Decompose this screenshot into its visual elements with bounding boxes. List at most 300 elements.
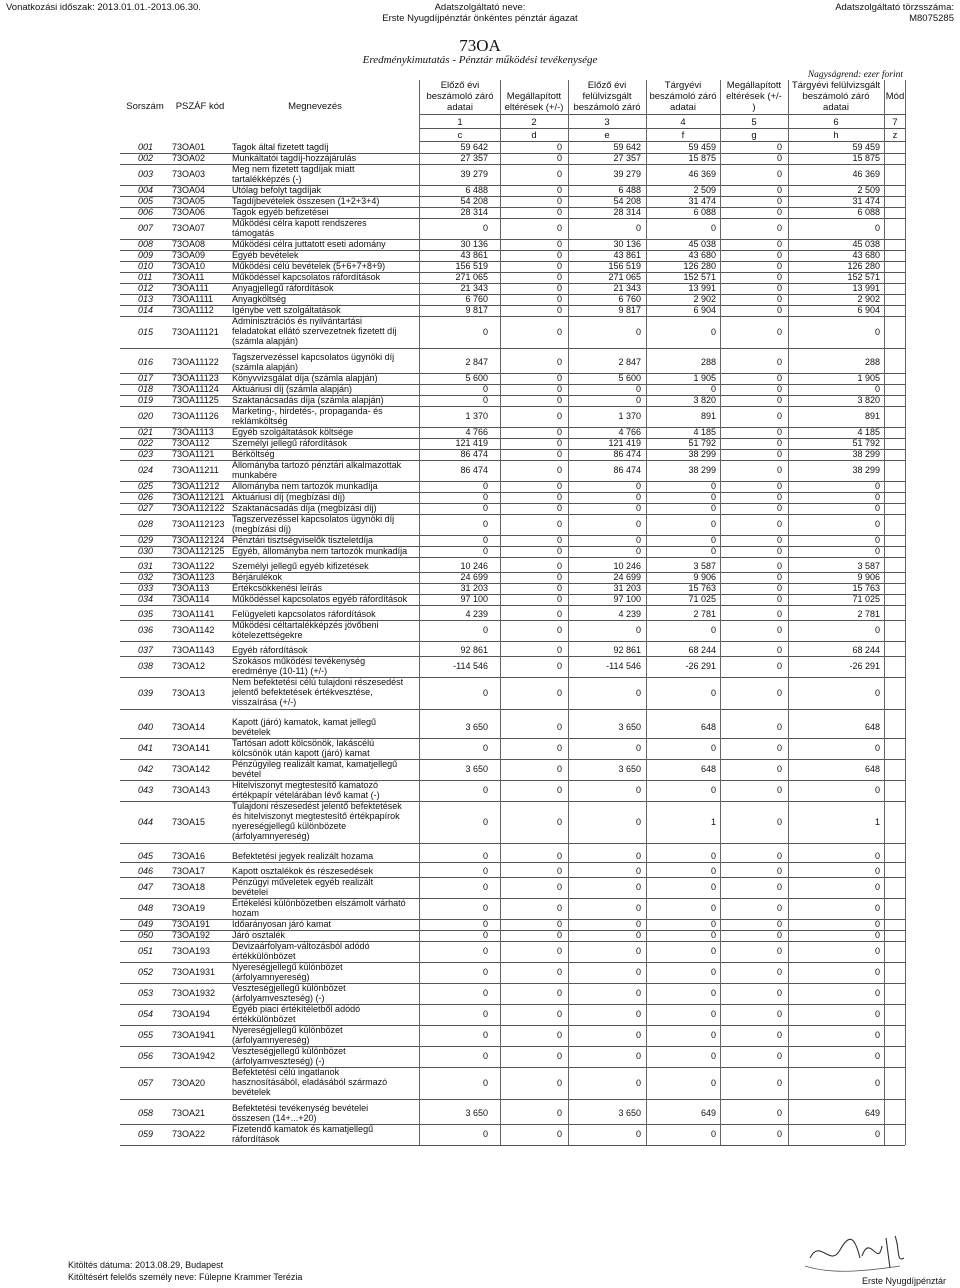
column-divider — [884, 80, 885, 1145]
value-h: 0 — [874, 519, 880, 529]
value-g: 0 — [776, 583, 782, 593]
value-f: 0 — [710, 1030, 716, 1040]
row-description: Működési céltartalékképzés jövőbeni — [232, 620, 379, 630]
value-f: 68 244 — [688, 645, 716, 655]
header-rule — [419, 128, 905, 129]
row-pszaf-code: 73OA141 — [172, 743, 211, 753]
value-c: 0 — [482, 946, 488, 956]
value-h: 9 906 — [857, 572, 880, 582]
row-number: 020 — [138, 411, 154, 421]
row-number: 032 — [138, 572, 154, 582]
row-number: 050 — [138, 930, 154, 940]
row-pszaf-code: 73OA1122 — [172, 561, 215, 571]
row-pszaf-code: 73OA113 — [172, 583, 210, 593]
value-h: 0 — [874, 1129, 880, 1139]
value-d: 0 — [556, 919, 562, 929]
value-f: 0 — [710, 625, 716, 635]
row-number: 027 — [138, 503, 154, 513]
row-number: 044 — [138, 816, 154, 827]
value-d: 0 — [556, 866, 562, 876]
value-g: 0 — [776, 492, 782, 502]
value-e: -114 546 — [606, 661, 641, 671]
value-g: 0 — [776, 305, 782, 315]
value-c: 0 — [482, 625, 488, 635]
value-h: 0 — [874, 326, 880, 337]
value-e: 0 — [635, 326, 641, 337]
column-divider — [646, 80, 647, 1145]
value-d: 0 — [556, 535, 562, 545]
value-h: 0 — [874, 687, 880, 698]
column-number: 1 — [457, 117, 463, 128]
row-description: értékpapír vételárában lévő kamat (-) — [232, 790, 380, 800]
column-header-mod: Mód — [885, 91, 905, 102]
value-h: 38 299 — [852, 465, 880, 475]
value-f: 1 — [710, 816, 716, 827]
row-description: Egyéb ráfordítások — [232, 645, 308, 655]
column-divider — [905, 80, 906, 1145]
value-h: 0 — [874, 492, 880, 502]
column-header-e-line: beszámoló záró — [573, 102, 641, 113]
row-description: Befektetési tevékenység bevételei — [232, 1103, 369, 1113]
value-h: -26 291 — [849, 661, 880, 671]
row-number: 021 — [138, 427, 154, 437]
value-d: 0 — [556, 223, 562, 233]
value-d: 0 — [556, 764, 562, 774]
value-f: 152 571 — [683, 272, 716, 282]
document-subtitle: Eredménykimutatás - Pénztár működési tevékenysége — [362, 54, 598, 66]
row-description: összesen (14+...+20) — [232, 1113, 317, 1123]
value-h: 152 571 — [847, 272, 880, 282]
value-c: 0 — [482, 851, 488, 861]
value-h: 0 — [874, 625, 880, 635]
value-e: 1 370 — [618, 411, 641, 421]
value-c: 43 861 — [460, 250, 488, 260]
value-h: 0 — [874, 384, 880, 394]
value-g: 0 — [776, 283, 782, 293]
value-h: 3 587 — [857, 561, 880, 571]
value-c: 59 642 — [460, 142, 488, 152]
value-h: 31 474 — [852, 196, 880, 206]
row-number: 037 — [138, 645, 154, 655]
row-number: 049 — [138, 919, 154, 929]
value-d: 0 — [556, 609, 562, 619]
value-c: 3 650 — [465, 764, 488, 774]
row-description: Tartósan adott kölcsönök, lakáscélú — [232, 738, 375, 748]
value-e: 97 100 — [613, 594, 641, 604]
value-f: 9 906 — [693, 572, 716, 582]
value-e: 0 — [635, 625, 641, 635]
row-pszaf-code: 73OA112125 — [172, 546, 225, 556]
row-description: Egyéb bevételek — [232, 250, 299, 260]
value-f: 0 — [710, 1051, 716, 1061]
row-description: bevételek — [232, 727, 271, 737]
value-e: 0 — [635, 882, 641, 892]
value-c: 5 600 — [465, 373, 488, 383]
column-number: 7 — [892, 117, 898, 128]
row-description: Befektetési jegyek realizált hozama — [232, 851, 374, 861]
value-g: 0 — [776, 903, 782, 913]
value-c: 6 760 — [465, 294, 488, 304]
row-description: bevételei — [232, 887, 269, 897]
value-e: 0 — [635, 1030, 641, 1040]
row-number: 057 — [138, 1077, 154, 1088]
value-e: 271 065 — [608, 272, 641, 282]
value-f: 71 025 — [688, 594, 716, 604]
value-g: 0 — [776, 465, 782, 475]
page-header — [0, 0, 960, 22]
value-g: 0 — [776, 1051, 782, 1061]
row-number: 051 — [138, 946, 154, 956]
value-h: 3 820 — [857, 395, 880, 405]
row-description: Tagok által fizetett tagdíj — [232, 142, 329, 152]
value-f: 0 — [710, 903, 716, 913]
row-number: 053 — [138, 988, 154, 998]
row-description: Kapott osztalékok és részesedések — [232, 866, 374, 876]
row-number: 018 — [138, 384, 154, 394]
value-g: 0 — [776, 449, 782, 459]
value-f: 0 — [710, 851, 716, 861]
value-e: 0 — [635, 851, 641, 861]
row-description: Értékelési különbözetben elszámolt várható — [232, 898, 406, 908]
row-description: Személyi jellegű egyéb kifizetések — [232, 561, 369, 571]
row-description: Adminisztrációs és nyilvántartási — [232, 316, 363, 326]
column-header-f-line: Tárgyévi — [664, 80, 702, 91]
value-e: 86 474 — [613, 465, 641, 475]
value-e: 0 — [635, 967, 641, 977]
row-pszaf-code: 73OA143 — [172, 785, 211, 795]
row-pszaf-code: 73OA1123 — [172, 572, 215, 582]
value-g: 0 — [776, 851, 782, 861]
row-description: nyereségjellegű különbözete — [232, 821, 347, 831]
row-number: 029 — [138, 535, 154, 545]
value-d: 0 — [556, 373, 562, 383]
row-number: 010 — [138, 261, 154, 271]
row-description: Bérjárulékok — [232, 572, 283, 582]
value-h: 648 — [864, 722, 880, 732]
value-e: 4 766 — [618, 427, 641, 437]
value-d: 0 — [556, 294, 562, 304]
value-d: 0 — [556, 785, 562, 795]
value-h: 4 185 — [857, 427, 880, 437]
header-rule — [419, 141, 905, 142]
value-g: 0 — [776, 930, 782, 940]
row-number: 026 — [138, 492, 154, 502]
value-c: 271 065 — [455, 272, 488, 282]
column-header-f-line: adatai — [670, 102, 696, 113]
value-e: 0 — [635, 481, 641, 491]
value-g: 0 — [776, 919, 782, 929]
value-g: 0 — [776, 967, 782, 977]
value-h: 0 — [874, 946, 880, 956]
value-e: 0 — [635, 816, 641, 827]
row-pszaf-code: 73OA05 — [172, 196, 206, 206]
row-description: Nem befektetési célú tulajdoni részesedést — [232, 677, 404, 687]
row-description: Anyagköltség — [232, 294, 287, 304]
row-number: 023 — [138, 449, 154, 459]
row-pszaf-code: 73OA19 — [172, 903, 206, 913]
value-f: 0 — [710, 687, 716, 698]
value-c: 6 488 — [465, 185, 488, 195]
row-number: 016 — [138, 357, 154, 367]
value-h: 0 — [874, 882, 880, 892]
value-h: 0 — [874, 481, 880, 491]
value-c: 121 419 — [455, 438, 488, 448]
value-e: 39 279 — [613, 169, 641, 179]
column-letter: g — [751, 130, 757, 141]
value-f: 0 — [710, 967, 716, 977]
value-e: 0 — [635, 395, 641, 405]
value-g: 0 — [776, 207, 782, 217]
value-g: 0 — [776, 687, 782, 698]
value-h: 0 — [874, 1009, 880, 1019]
value-g: 0 — [776, 722, 782, 732]
row-number: 015 — [138, 326, 154, 337]
value-c: 0 — [482, 546, 488, 556]
column-header-pszaf-kod: PSZÁF kód — [175, 101, 225, 112]
row-description: és hitelviszonyt megtestesítő értékpapírok — [232, 811, 400, 821]
row-number: 012 — [138, 283, 154, 293]
value-e: 86 474 — [613, 449, 641, 459]
value-g: 0 — [776, 764, 782, 774]
column-header-f-line: beszámoló záró — [649, 91, 717, 102]
row-number: 047 — [138, 882, 154, 892]
row-number: 025 — [138, 481, 154, 491]
row-number: 034 — [138, 594, 154, 604]
row-pszaf-code: 73OA11124 — [172, 384, 219, 394]
column-letter: c — [457, 130, 463, 141]
row-pszaf-code: 73OA111 — [172, 283, 209, 293]
value-d: 0 — [556, 546, 562, 556]
value-e: 0 — [635, 743, 641, 753]
row-pszaf-code: 73OA03 — [172, 169, 206, 179]
row-number: 036 — [138, 625, 154, 635]
row-pszaf-code: 73OA02 — [172, 153, 206, 163]
value-c: -114 546 — [453, 661, 488, 671]
registry-label: Adatszolgáltató törzsszáma: — [835, 2, 954, 13]
value-c: 0 — [482, 1051, 488, 1061]
header-rule — [419, 114, 905, 115]
value-h: 2 781 — [857, 609, 880, 619]
column-number: 5 — [751, 117, 757, 128]
value-d: 0 — [556, 572, 562, 582]
row-description: Veszteségjellegű különbözet — [232, 1046, 346, 1056]
value-g: 0 — [776, 481, 782, 491]
row-description: (árfolyamnyereség) — [232, 972, 310, 982]
value-c: 0 — [482, 503, 488, 513]
value-h: 59 459 — [852, 142, 880, 152]
column-number: 6 — [833, 117, 839, 128]
value-e: 0 — [635, 384, 641, 394]
value-h: 648 — [864, 764, 880, 774]
row-description: értékkülönbözet — [232, 1014, 296, 1024]
value-d: 0 — [556, 687, 562, 698]
value-h: 51 792 — [852, 438, 880, 448]
row-description: Munkáltatói tagdíj-hozzájárulás — [232, 153, 357, 163]
column-header-g-line: ) — [752, 102, 756, 113]
value-g: 0 — [776, 503, 782, 513]
row-description: Szokásos működési tevékenység — [232, 656, 366, 666]
row-pszaf-code: 73OA1142 — [172, 625, 215, 635]
value-h: 0 — [874, 988, 880, 998]
row-number: 009 — [138, 250, 154, 260]
provider-block — [0, 2, 960, 24]
value-e: 28 314 — [613, 207, 641, 217]
column-letter: e — [604, 130, 610, 141]
value-e: 54 208 — [613, 196, 641, 206]
value-f: 2 509 — [693, 185, 716, 195]
value-e: 0 — [635, 546, 641, 556]
value-g: 0 — [776, 946, 782, 956]
value-g: 0 — [776, 882, 782, 892]
value-d: 0 — [556, 185, 562, 195]
value-c: 1 370 — [465, 411, 488, 421]
column-divider — [568, 80, 569, 1145]
value-d: 0 — [556, 1108, 562, 1118]
row-number: 002 — [138, 153, 154, 163]
value-h: 68 244 — [852, 645, 880, 655]
row-description: Működéssel kapcsolatos egyéb ráfordítások — [232, 594, 408, 604]
column-header-d-line: eltérések (+/-) — [504, 102, 564, 113]
value-c: 4 239 — [465, 609, 488, 619]
value-c: 86 474 — [460, 465, 488, 475]
value-g: 0 — [776, 661, 782, 671]
value-g: 0 — [776, 153, 782, 163]
value-d: 0 — [556, 722, 562, 732]
value-f: 0 — [710, 930, 716, 940]
value-e: 5 600 — [618, 373, 641, 383]
value-e: 3 650 — [618, 1108, 641, 1118]
row-number: 056 — [138, 1051, 154, 1061]
value-h: 2 902 — [857, 294, 880, 304]
value-d: 0 — [556, 583, 562, 593]
row-number: 006 — [138, 207, 154, 217]
row-pszaf-code: 73OA01 — [172, 142, 206, 152]
row-number: 017 — [138, 373, 154, 383]
value-c: 0 — [482, 816, 488, 827]
value-e: 21 343 — [613, 283, 641, 293]
value-e: 3 650 — [618, 722, 641, 732]
unit-note: Nagyságrend: ezer forint — [807, 70, 903, 80]
row-description: Szaktanácsadás díja (megbízási díj) — [232, 503, 377, 513]
value-g: 0 — [776, 438, 782, 448]
value-d: 0 — [556, 743, 562, 753]
value-h: 0 — [874, 903, 880, 913]
row-description: bevételek — [232, 1087, 271, 1097]
value-d: 0 — [556, 1051, 562, 1061]
row-number: 013 — [138, 294, 154, 304]
value-c: 0 — [482, 919, 488, 929]
value-f: 0 — [710, 384, 716, 394]
value-e: 0 — [635, 1051, 641, 1061]
value-f: -26 291 — [685, 661, 716, 671]
value-c: 0 — [482, 1030, 488, 1040]
row-description: Felügyeleti kapcsolatos ráfordítások — [232, 609, 376, 619]
value-f: 0 — [710, 223, 716, 233]
value-g: 0 — [776, 1077, 782, 1088]
row-number: 001 — [138, 142, 154, 152]
row-pszaf-code: 73OA1941 — [172, 1030, 216, 1040]
row-description: Veszteségjellegű különbözet — [232, 983, 346, 993]
row-pszaf-code: 73OA10 — [172, 261, 206, 271]
value-c: 30 136 — [460, 239, 488, 249]
row-pszaf-code: 73OA112122 — [172, 503, 225, 513]
row-description: Nyereségjellegű különbözet — [232, 962, 343, 972]
value-f: 0 — [710, 866, 716, 876]
fill-date: Kitöltés dátuma: 2013.08.29, Budapest — [68, 1260, 224, 1270]
row-number: 046 — [138, 866, 154, 876]
row-number: 004 — [138, 185, 154, 195]
row-pszaf-code: 73OA142 — [172, 764, 211, 774]
value-e: 3 650 — [618, 764, 641, 774]
row-pszaf-code: 73OA13 — [172, 687, 206, 698]
row-description: Pénzügyi műveletek egyéb realizált — [232, 877, 374, 887]
value-c: 0 — [482, 743, 488, 753]
row-number: 038 — [138, 661, 154, 671]
value-g: 0 — [776, 625, 782, 635]
value-e: 6 760 — [618, 294, 641, 304]
row-number: 019 — [138, 395, 154, 405]
row-pszaf-code: 73OA11122 — [172, 357, 219, 367]
row-pszaf-code: 73OA21 — [172, 1108, 206, 1118]
value-d: 0 — [556, 326, 562, 337]
value-e: 0 — [635, 1129, 641, 1139]
value-h: 71 025 — [852, 594, 880, 604]
value-h: 126 280 — [847, 261, 880, 271]
row-pszaf-code: 73OA15 — [172, 816, 206, 827]
value-h: 649 — [864, 1108, 880, 1118]
row-description: Befektetési célú ingatlanok — [232, 1067, 340, 1077]
value-f: 3 587 — [693, 561, 716, 571]
value-h: 15 763 — [852, 583, 880, 593]
provider-label: Adatszolgáltató neve: — [434, 2, 526, 13]
value-c: 0 — [482, 882, 488, 892]
value-f: 3 820 — [693, 395, 716, 405]
row-description: Aktuáriusi díj (megbízási díj) — [232, 492, 346, 502]
value-c: 92 861 — [460, 645, 488, 655]
value-h: 46 369 — [852, 169, 880, 179]
value-d: 0 — [556, 851, 562, 861]
value-g: 0 — [776, 294, 782, 304]
value-g: 0 — [776, 272, 782, 282]
row-description: Kapott (járó) kamatok, kamat jellegű — [232, 717, 377, 727]
value-f: 59 459 — [688, 142, 716, 152]
value-h: 15 875 — [852, 153, 880, 163]
value-e: 2 847 — [618, 357, 641, 367]
value-g: 0 — [776, 427, 782, 437]
value-h: 43 680 — [852, 250, 880, 260]
row-description: Tagszervezéssel kapcsolatos ügynöki díj — [232, 352, 395, 362]
row-description: Egyéb, állományba nem tartozók munkadíja — [232, 546, 408, 556]
value-g: 0 — [776, 988, 782, 998]
row-description: Személyi jellegű ráfordítások — [232, 438, 348, 448]
row-description: ráfordítások — [232, 1134, 280, 1144]
row-number: 059 — [138, 1129, 154, 1139]
row-description: eredménye (10-11) (+/-) — [232, 666, 328, 676]
value-d: 0 — [556, 465, 562, 475]
row-description: tartalékképzés (-) — [232, 174, 302, 184]
row-description: Anyagjellegű ráfordítások — [232, 283, 334, 293]
value-e: 0 — [635, 223, 641, 233]
row-description: Tulajdoni részesedést jelentő befektetések — [232, 801, 402, 811]
value-e: 0 — [635, 988, 641, 998]
value-e: 10 246 — [613, 561, 641, 571]
value-e: 156 519 — [608, 261, 641, 271]
value-g: 0 — [776, 185, 782, 195]
row-description: (számla alapján) — [232, 336, 299, 346]
registry-number: M8075285 — [909, 13, 954, 24]
value-c: 4 766 — [465, 427, 488, 437]
row-pszaf-code: 73OA09 — [172, 250, 206, 260]
